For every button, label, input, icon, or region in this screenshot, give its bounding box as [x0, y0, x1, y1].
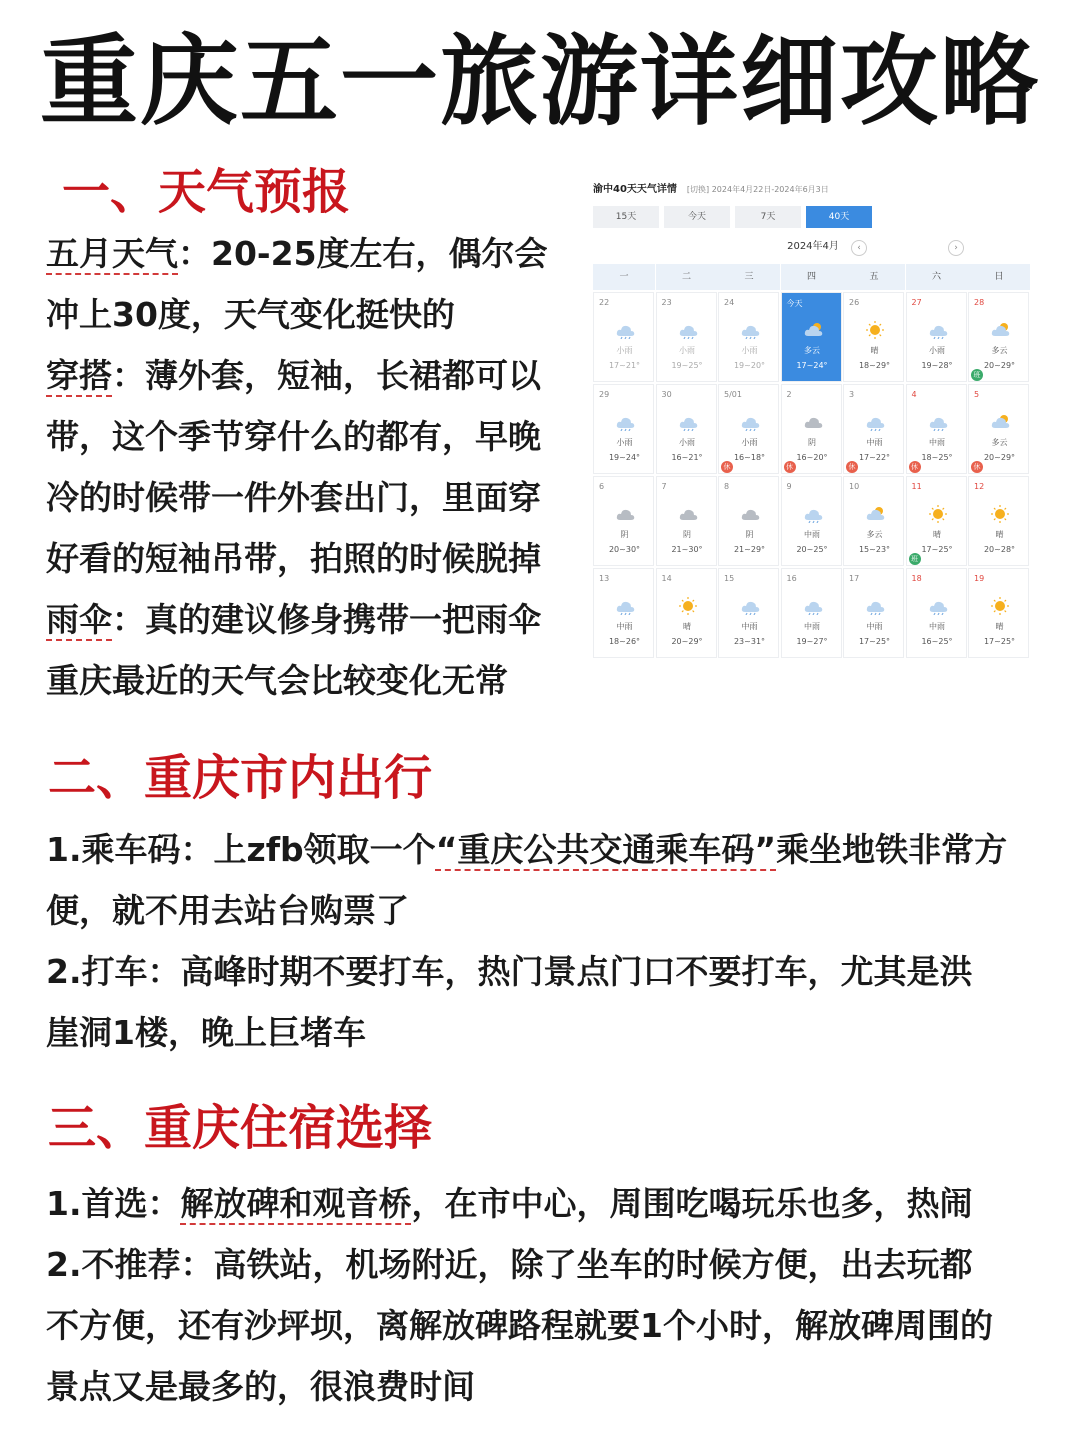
weather-widget-header — [593, 180, 1033, 194]
weather-month-label: 2024年4月 — [787, 241, 839, 252]
note-highlight: “重庆公共交通乘车码” — [435, 830, 777, 869]
weekday-header: 一 — [593, 264, 655, 290]
day-number: 28 — [974, 298, 985, 307]
note-text: 景点又是最多的，很浪费时间 — [46, 1367, 475, 1406]
day-number: 16 — [786, 574, 797, 583]
weather-condition: 晴 — [870, 346, 879, 355]
rain-icon — [928, 413, 948, 431]
calendar-day-cell[interactable] — [781, 384, 842, 474]
calendar-day-cell[interactable] — [718, 568, 779, 658]
weather-tab-1[interactable]: 今天 — [664, 206, 730, 228]
rain-icon — [865, 597, 885, 615]
weather-note-line — [46, 537, 541, 581]
note-text: 2.打车：高峰时期不要打车，热门景点门口不要打车，尤其是洪 — [46, 952, 973, 991]
note-text: 好看的短袖吊带，拍照的时候脱掉 — [46, 539, 541, 578]
weather-condition: 小雨 — [616, 438, 633, 447]
day-number: 4 — [911, 390, 917, 399]
day-number: 2 — [786, 390, 792, 399]
weather-condition: 阴 — [620, 530, 629, 539]
note-text: 冲上30度，天气变化挺快的 — [46, 295, 455, 334]
calendar-day-cell[interactable] — [843, 292, 904, 382]
weather-condition: 小雨 — [929, 346, 945, 355]
temperature-range: 17~25° — [921, 545, 953, 554]
note-text: ，在市中心，周围吃喝玩乐也多，热闹 — [411, 1184, 973, 1223]
temperature-range: 17~25° — [983, 637, 1016, 646]
calendar-day-cell[interactable] — [968, 476, 1029, 566]
weather-tab-3[interactable]: 40天 — [806, 206, 872, 228]
calendar-day-cell[interactable] — [656, 568, 717, 658]
partly-cloudy-icon — [865, 505, 885, 523]
rain-icon — [740, 321, 760, 339]
section-heading-lodging: 三、重庆住宿选择 — [48, 1100, 433, 1156]
weather-condition: 中雨 — [804, 530, 820, 539]
section-heading-weather: 一、天气预报 — [62, 164, 351, 220]
day-number: 8 — [724, 482, 730, 491]
calendar-day-cell[interactable] — [906, 476, 967, 566]
calendar-day-cell[interactable] — [906, 384, 967, 474]
partly-cloudy-icon — [990, 321, 1010, 339]
day-number: 13 — [599, 574, 610, 583]
note-label: 五月天气 — [46, 234, 178, 273]
weekday-header: 日 — [968, 264, 1030, 290]
weather-condition: 阴 — [683, 530, 691, 539]
temperature-range: 19~20° — [733, 361, 766, 370]
calendar-day-cell[interactable] — [968, 384, 1029, 474]
day-number: 29 — [599, 390, 610, 399]
temperature-range: 16~25° — [921, 637, 953, 646]
temperature-range: 18~26° — [608, 637, 641, 646]
calendar-day-cell[interactable] — [593, 384, 654, 474]
section3-note-line — [46, 1365, 475, 1409]
sun-icon — [865, 321, 885, 339]
temperature-range: 16~20° — [796, 453, 828, 462]
weather-condition: 晴 — [995, 530, 1004, 539]
calendar-day-cell[interactable] — [843, 384, 904, 474]
note-text: 乘坐地铁非常方 — [776, 830, 1008, 869]
calendar-day-cell[interactable] — [781, 568, 842, 658]
note-label: 雨伞 — [46, 600, 112, 639]
day-number: 6 — [599, 482, 605, 491]
weather-condition: 中雨 — [804, 622, 820, 631]
calendar-day-cell[interactable] — [843, 476, 904, 566]
day-number: 23 — [661, 298, 672, 307]
weekday-header: 二 — [656, 264, 718, 290]
temperature-range: 15~23° — [858, 545, 891, 554]
calendar-day-cell[interactable] — [906, 292, 967, 382]
day-number: 30 — [661, 390, 672, 399]
temperature-range: 20~28° — [983, 545, 1016, 554]
cloud-icon — [803, 413, 823, 431]
rain-icon — [803, 597, 823, 615]
temperature-range: 20~29° — [983, 361, 1016, 370]
day-number: 18 — [911, 574, 922, 583]
section2-note-line — [46, 828, 1007, 872]
temperature-range: 20~29° — [671, 637, 703, 646]
weather-note-line — [46, 415, 541, 459]
calendar-day-cell[interactable] — [593, 476, 654, 566]
weather-condition: 小雨 — [679, 346, 695, 355]
weather-note-line — [46, 293, 455, 337]
partly-cloudy-icon — [990, 413, 1010, 431]
weather-note-line — [46, 659, 508, 703]
rain-icon — [928, 321, 948, 339]
weather-condition: 阴 — [745, 530, 754, 539]
temperature-range: 19~25° — [671, 361, 703, 370]
weather-date-range-switch[interactable]: [切换] 2024年4月22日-2024年6月3日 — [686, 185, 829, 194]
weather-condition: 中雨 — [929, 622, 945, 631]
cloud-icon — [678, 505, 698, 523]
weather-condition: 多云 — [991, 438, 1008, 447]
note-text: 不方便，还有沙坪坝，离解放碑路程就要1个小时，解放碑周围的 — [46, 1306, 993, 1345]
note-text: 带，这个季节穿什么的都有，早晚 — [46, 417, 541, 456]
temperature-range: 17~24° — [796, 361, 828, 370]
workday-badge: 班 — [909, 553, 921, 565]
temperature-range: 19~28° — [921, 361, 953, 370]
weather-condition: 晴 — [995, 622, 1004, 631]
calendar-day-cell[interactable] — [781, 476, 842, 566]
temperature-range: 17~21° — [608, 361, 641, 370]
weather-note-line — [46, 598, 541, 642]
weather-condition: 多云 — [804, 346, 820, 355]
temperature-range: 16~18° — [733, 453, 766, 462]
note-text: 便，就不用去站台购票了 — [46, 891, 409, 930]
rain-icon — [615, 413, 635, 431]
temperature-range: 19~27° — [796, 637, 828, 646]
rain-icon — [678, 321, 698, 339]
day-number: 26 — [849, 298, 860, 307]
weekday-header: 五 — [843, 264, 905, 290]
weather-calendar-widget — [593, 176, 1033, 666]
note-text: 1.乘车码：上zfb领取一个 — [46, 830, 436, 869]
day-number: 19 — [974, 574, 985, 583]
holiday-badge: 休 — [784, 461, 796, 473]
weather-condition: 多云 — [866, 530, 883, 539]
weather-tab-2[interactable]: 7天 — [735, 206, 801, 228]
calendar-day-cell[interactable] — [656, 292, 717, 382]
note-text: ：20-25度左右，偶尔会 — [178, 234, 548, 273]
calendar-day-cell[interactable] — [906, 568, 967, 658]
note-text: 崖洞1楼，晚上巨堵车 — [46, 1013, 366, 1052]
weather-widget-title: 渝中40天天气详情 — [593, 184, 677, 195]
section2-note-line — [46, 950, 973, 994]
temperature-range: 20~25° — [796, 545, 828, 554]
note-highlight: 解放碑和观音桥 — [180, 1184, 412, 1223]
calendar-day-cell[interactable] — [718, 292, 779, 382]
section3-note-line — [46, 1304, 993, 1348]
holiday-badge: 休 — [721, 461, 733, 473]
calendar-day-cell[interactable] — [781, 292, 842, 382]
section2-note-line — [46, 1011, 366, 1055]
temperature-range: 21~30° — [671, 545, 703, 554]
note-text: 冷的时候带一件外套出门，里面穿 — [46, 478, 541, 517]
partly-cloudy-icon — [803, 321, 823, 339]
sun-icon — [990, 505, 1010, 523]
note-text: 1.首选： — [46, 1184, 181, 1223]
rain-icon — [740, 413, 760, 431]
rain-icon — [615, 321, 635, 339]
workday-badge: 班 — [971, 369, 983, 381]
temperature-range: 21~29° — [733, 545, 766, 554]
calendar-day-cell[interactable] — [968, 568, 1029, 658]
day-number: 9 — [786, 482, 792, 491]
rain-icon — [740, 597, 760, 615]
weather-note-line — [46, 354, 541, 398]
weather-condition: 小雨 — [679, 438, 695, 447]
day-number: 7 — [661, 482, 667, 491]
calendar-day-cell[interactable] — [718, 384, 779, 474]
calendar-day-cell[interactable] — [593, 568, 654, 658]
holiday-badge: 休 — [909, 461, 921, 473]
day-number: 3 — [849, 390, 855, 399]
day-number: 5 — [974, 390, 980, 399]
day-number: 12 — [974, 482, 985, 491]
calendar-day-cell[interactable] — [656, 384, 717, 474]
weather-condition: 小雨 — [616, 346, 633, 355]
calendar-day-cell[interactable] — [843, 568, 904, 658]
section-heading-transport: 二、重庆市内出行 — [48, 750, 433, 806]
note-text: 重庆最近的天气会比较变化无常 — [46, 661, 508, 700]
holiday-badge: 休 — [846, 461, 858, 473]
weather-condition: 中雨 — [866, 622, 883, 631]
cloud-icon — [615, 505, 635, 523]
day-number: 5/01 — [724, 390, 742, 399]
note-text: ：真的建议修身携带一把雨伞 — [112, 600, 541, 639]
rain-icon — [615, 597, 635, 615]
temperature-range: 17~25° — [858, 637, 891, 646]
weather-note-line — [46, 232, 548, 276]
holiday-badge: 休 — [971, 461, 983, 473]
temperature-range: 18~29° — [858, 361, 891, 370]
rain-icon — [678, 413, 698, 431]
weather-condition: 中雨 — [741, 622, 758, 631]
calendar-day-cell[interactable] — [718, 476, 779, 566]
section2-note-line — [46, 889, 409, 933]
weather-condition: 晴 — [933, 530, 941, 539]
calendar-day-cell[interactable] — [593, 292, 654, 382]
cloud-icon — [740, 505, 760, 523]
temperature-range: 17~22° — [858, 453, 891, 462]
calendar-day-cell[interactable] — [968, 292, 1029, 382]
weather-condition: 晴 — [683, 622, 691, 631]
day-number: 今天 — [786, 299, 803, 308]
temperature-range: 18~25° — [921, 453, 953, 462]
page-title: 重庆五一旅游详细攻略 — [39, 25, 1040, 139]
note-text: ：薄外套，短袖，长裙都可以 — [112, 356, 541, 395]
day-number: 17 — [849, 574, 860, 583]
weather-condition: 中雨 — [616, 622, 633, 631]
note-text: 2.不推荐：高铁站，机场附近，除了坐车的时候方便，出去玩都 — [46, 1245, 973, 1284]
weather-condition: 中雨 — [929, 438, 945, 447]
day-number: 22 — [599, 298, 610, 307]
weather-tab-0[interactable]: 15天 — [593, 206, 659, 228]
day-number: 27 — [911, 298, 922, 307]
section3-note-line — [46, 1243, 973, 1287]
next-month-icon[interactable]: › — [948, 240, 964, 256]
weekday-header: 四 — [781, 264, 843, 290]
temperature-range: 16~21° — [671, 453, 703, 462]
weekday-header: 六 — [906, 264, 968, 290]
rain-icon — [928, 597, 948, 615]
sun-icon — [990, 597, 1010, 615]
weather-condition: 阴 — [808, 438, 816, 447]
temperature-range: 19~24° — [608, 453, 641, 462]
calendar-day-cell[interactable] — [656, 476, 717, 566]
rain-icon — [803, 505, 823, 523]
weather-note-line — [46, 476, 541, 520]
day-number: 15 — [724, 574, 735, 583]
weather-condition: 中雨 — [866, 438, 883, 447]
temperature-range: 20~29° — [983, 453, 1016, 462]
day-number: 10 — [849, 482, 860, 491]
note-label: 穿搭 — [46, 356, 112, 395]
weather-condition: 小雨 — [741, 346, 758, 355]
weather-condition: 小雨 — [741, 438, 758, 447]
weekday-header: 三 — [718, 264, 780, 290]
day-number: 24 — [724, 298, 735, 307]
section3-note-line — [46, 1182, 973, 1226]
sun-icon — [928, 505, 948, 523]
temperature-range: 23~31° — [733, 637, 766, 646]
sun-icon — [678, 597, 698, 615]
day-number: 14 — [661, 574, 672, 583]
prev-month-icon[interactable]: ‹ — [851, 240, 867, 256]
rain-icon — [865, 413, 885, 431]
weather-condition: 多云 — [991, 346, 1008, 355]
temperature-range: 20~30° — [608, 545, 641, 554]
day-number: 11 — [911, 482, 922, 491]
